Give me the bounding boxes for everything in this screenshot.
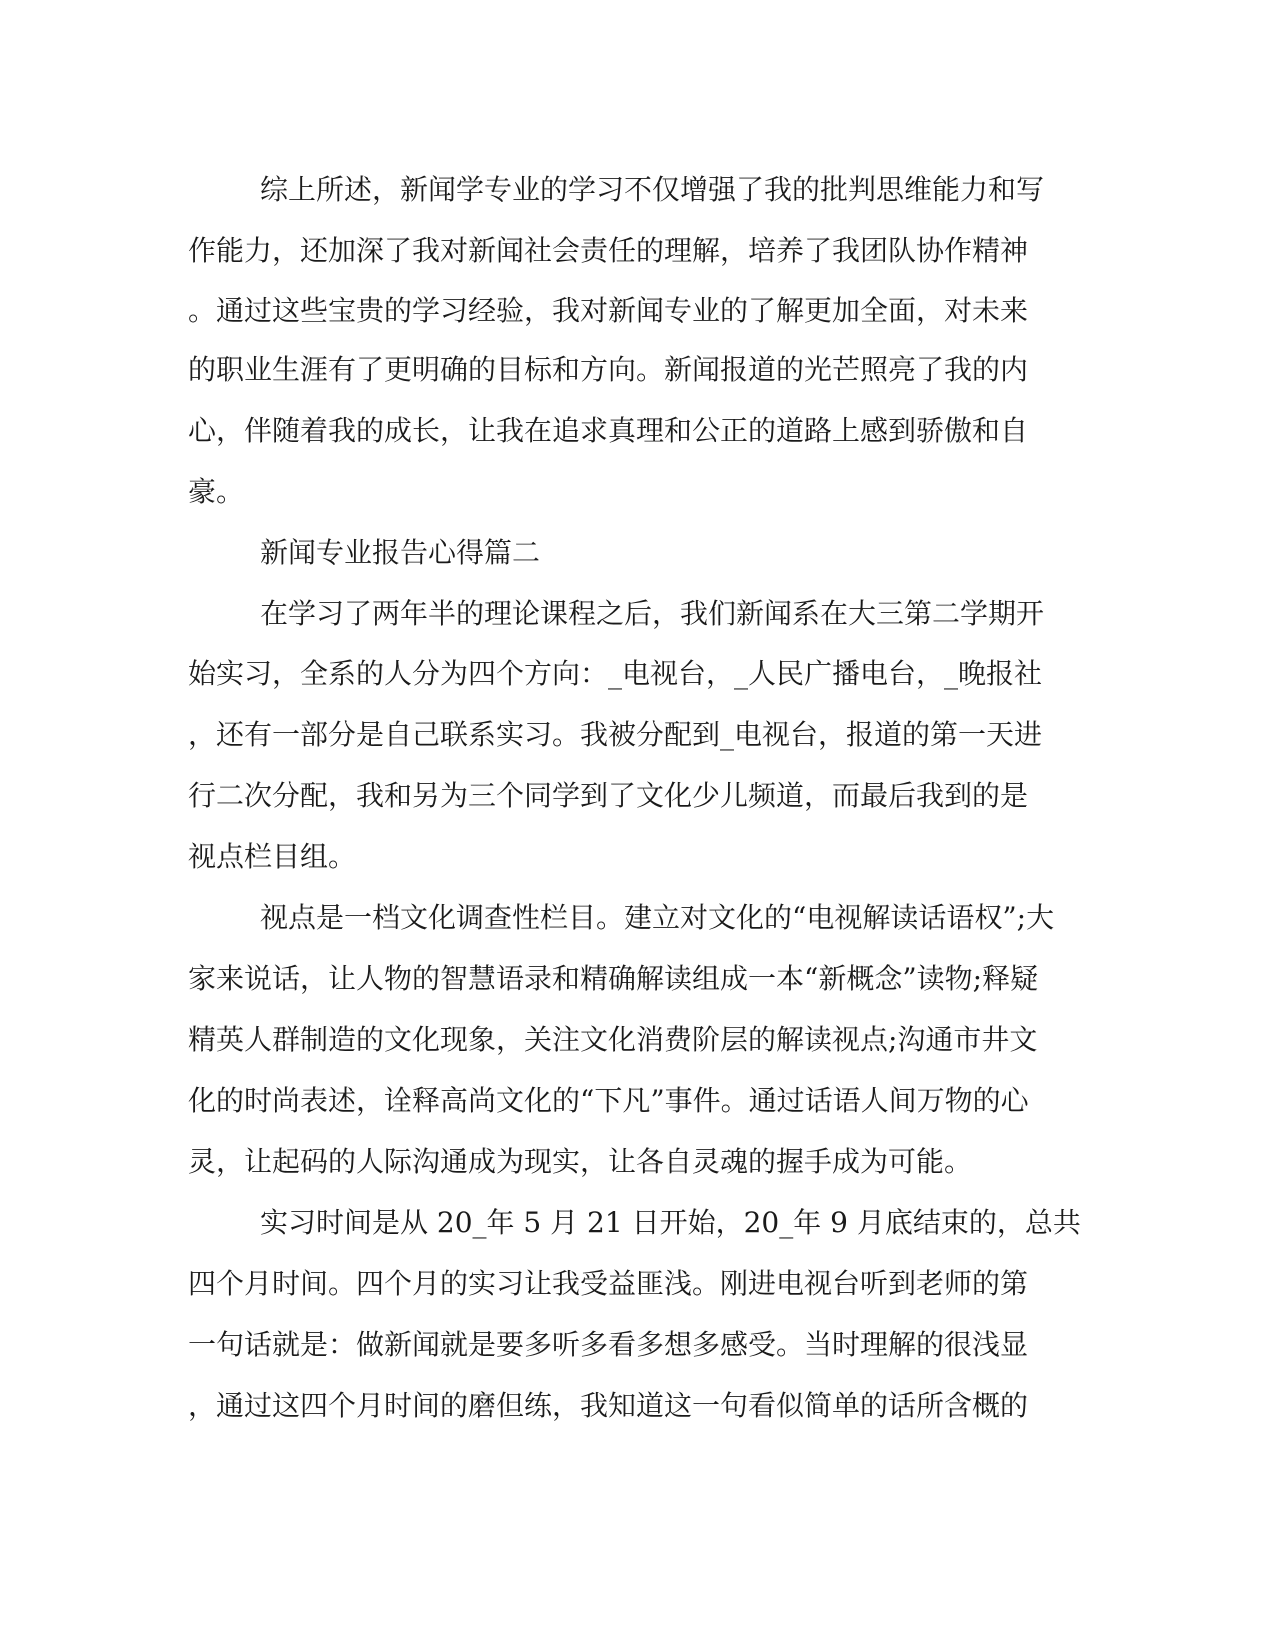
paragraph-1-line-2: 作能力，还加深了我对新闻社会责任的理解，培养了我团队协作精神 — [188, 234, 1029, 267]
paragraph-1-line-3: 。通过这些宝贵的学习经验，我对新闻专业的了解更加全面，对未来 — [188, 294, 1029, 327]
paragraph-3-line-1: 视点是一档文化调查性栏目。建立对文化的“电视解读话语权”;大 — [260, 901, 1055, 934]
paragraph-4-line-2: 四个月时间。四个月的实习让我受益匪浅。刚进电视台听到老师的第 — [188, 1267, 1029, 1300]
paragraph-1-line-5: 心，伴随着我的成长，让我在追求真理和公正的道路上感到骄傲和自 — [188, 414, 1029, 447]
paragraph-1-line-4: 的职业生涯有了更明确的目标和方向。新闻报道的光芒照亮了我的内 — [188, 353, 1029, 386]
paragraph-1-line-1: 综上所述，新闻学专业的学习不仅增强了我的批判思维能力和写 — [260, 173, 1045, 206]
paragraph-3-line-5: 灵，让起码的人际沟通成为现实，让各自灵魂的握手成为可能。 — [188, 1145, 973, 1178]
paragraph-2-line-1: 在学习了两年半的理论课程之后，我们新闻系在大三第二学期开 — [260, 597, 1045, 630]
paragraph-1-line-6: 豪。 — [188, 475, 245, 508]
paragraph-2-line-2: 始实习，全系的人分为四个方向：_电视台，_人民广播电台，_晚报社 — [188, 657, 1043, 690]
paragraph-3-line-2: 家来说话，让人物的智慧语录和精确解读组成一本“新概念”读物;释疑 — [188, 962, 1039, 995]
paragraph-2-line-5: 视点栏目组。 — [188, 840, 357, 873]
paragraph-2-line-3: ，还有一部分是自己联系实习。我被分配到_电视台，报道的第一天进 — [188, 718, 1043, 751]
paragraph-2-line-4: 行二次分配，我和另为三个同学到了文化少儿频道，而最后我到的是 — [188, 779, 1029, 812]
paragraph-3-line-3: 精英人群制造的文化现象，关注文化消费阶层的解读视点;沟通市井文 — [188, 1023, 1038, 1056]
section-heading: 新闻专业报告心得篇二 — [260, 536, 541, 569]
paragraph-4-line-3: 一句话就是：做新闻就是要多听多看多想多感受。当时理解的很浅显 — [188, 1328, 1029, 1361]
paragraph-4-line-1: 实习时间是从 20_年 5 月 21 日开始，20_年 9 月底结束的，总共 — [260, 1206, 1081, 1239]
paragraph-3-line-4: 化的时尚表述，诠释高尚文化的“下凡”事件。通过话语人间万物的心 — [188, 1084, 1029, 1117]
paragraph-4-line-4: ，通过这四个月时间的磨但练，我知道这一句看似简单的话所含概的 — [188, 1389, 1029, 1422]
